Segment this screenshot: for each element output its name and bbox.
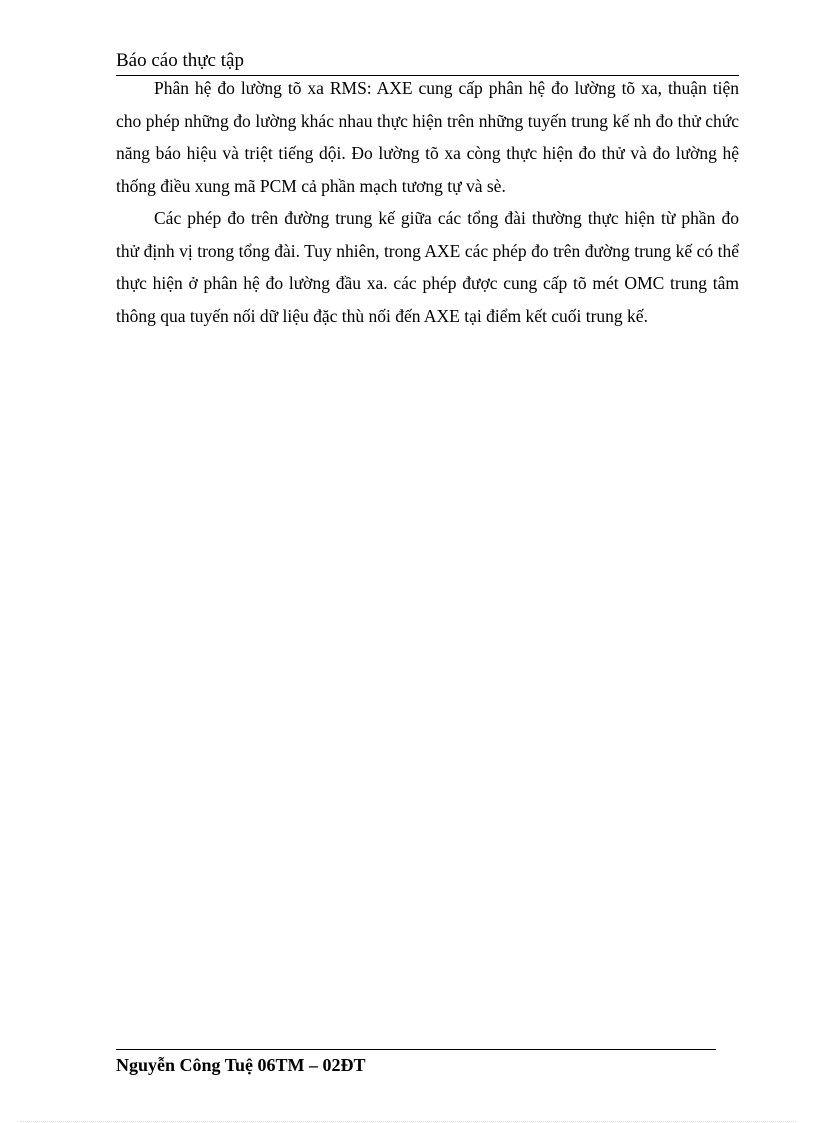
header-title: Báo cáo thực tập xyxy=(116,50,244,71)
document-body xyxy=(116,72,739,332)
footer-divider xyxy=(116,1049,716,1050)
paragraph: Phân hệ đo lường tõ xa RMS: AXE cung cấp phân hệ đo lường tõ xa, thuận tiện cho phép những đo lường khác nhau thực hiện trên những tuyến trung kế nh đo thử chức năng báo hiệu và triệt tiếng dội. Đo lường tõ xa còng thực hiện đo thử và đo lường hệ thống điều xung mã PCM cả phần mạch tương tự và sè. xyxy=(116,78,739,196)
footer-author: Nguyễn Công Tuệ 06TM – 02ĐT xyxy=(116,1055,366,1075)
page-bottom-edge xyxy=(20,1121,796,1122)
page-footer xyxy=(116,1054,366,1076)
paragraph: Các phép đo trên đường trung kế giữa các tổng đài thường thực hiện từ phần đo thử định vị trong tổng đài. Tuy nhiên, trong AXE các phép đo trên đường trung kế có thể thực hiện ở phân hệ đo lường đầu xa. các phép được cung cấp tõ mét OMC trung tâm thông qua tuyến nối dữ liệu đặc thù nối đến AXE tại điểm kết cuối trung kế. xyxy=(116,208,739,326)
